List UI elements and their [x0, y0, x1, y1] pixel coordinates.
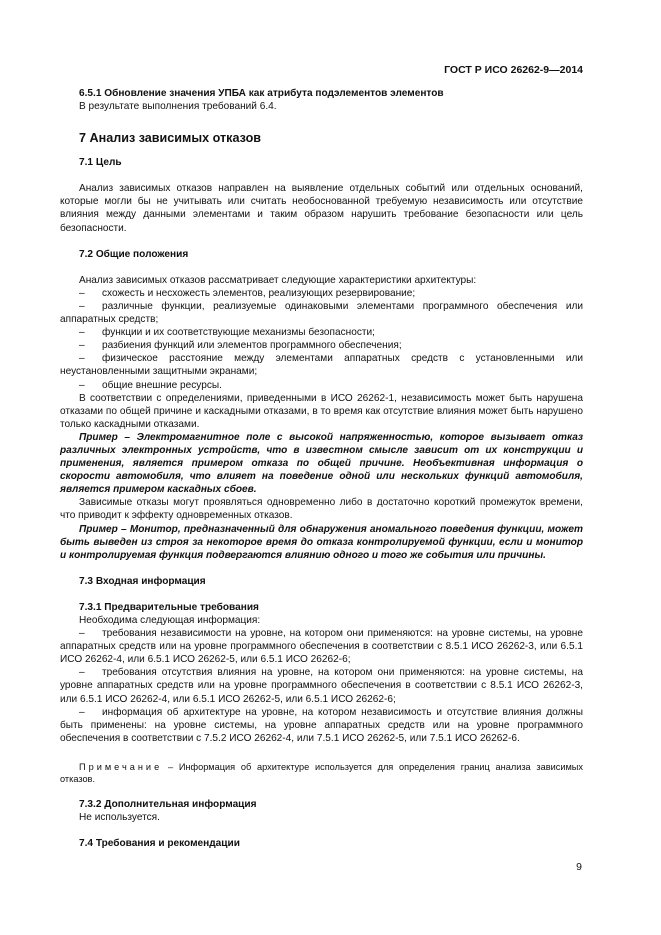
section-7-3-2-text: Не используется.: [79, 812, 160, 824]
section-7-2-title: 7.2 Общие положения: [79, 248, 189, 260]
section-7-title: 7 Анализ зависимых отказов: [79, 131, 262, 146]
list-item: – схожесть и несхожесть элементов, реализующих резервирование;: [79, 287, 416, 299]
note: [60, 761, 583, 785]
section-6-5-1-text: В результате выполнения требований 6.4.: [79, 101, 277, 113]
section-6-5-1-title: 6.5.1 Обновление значения УПБА как атрибута подэлементов элементов: [79, 88, 444, 99]
note-text: – Информация об архитектуре используется для определения границ анализа зависимых отказов.: [60, 761, 583, 784]
section-7-3-1-intro: Необходима следующая информация:: [79, 615, 261, 626]
section-7-2-paragraph-3: Зависимые отказы могут проявляться одновременно либо в достаточно короткий промежуток времени, что приводит к эффекту одновременных отказов.: [60, 497, 583, 522]
section-7-3-1-title: 7.3.1 Предварительные требования: [79, 601, 259, 613]
section-7-2-intro: Анализ зависимых отказов рассматривает следующие характеристики архитектуры:: [79, 274, 477, 286]
note-label: Примечание: [79, 761, 163, 772]
section-7-1-text: Анализ зависимых отказов направлен на выявление отдельных событий или отдельных оснований, которые могли бы не учитывать или считать необоснованной требуемую независимость или отсутствие влияния между данными элементами и таким образом нарушить требование безопасности или цель безопасности.: [60, 183, 583, 234]
page-content: [60, 87, 583, 850]
example-1: Пример – Электромагнитное поле с высокой напряженностью, которое вызывает отказ различных электронных устройств, что в известном смысле зависит от их конструкции и применения, является примером отказа по общей причине. Необъективная информация о скорости автомобиля, что влияет на поведение одной или нескольких функций автомобиля, является примером каскадных сбоев.: [60, 431, 583, 496]
page-number: 9: [576, 861, 582, 873]
list-item: – требования независимости на уровне, на котором они применяются: на уровне системы, на уровне аппаратных средств или на уровне программного обеспечения в соответствии с 8.5.1 ИСО 26262-3, или 6.5.1 ИСО 26262-4, или 6.5.1 ИСО 26262-5, или 6.5.1 ИСО 26262-6;: [60, 628, 583, 666]
section-7-2-paragraph-2: В соответствии с определениями, приведенными в ИСО 26262-1, независимость может быть нарушена отказами по общей причине и каскадными отказами, в то время как отсутствие влияния может быть нарушено только каскадными отказами.: [60, 392, 583, 430]
list-item: – различные функции, реализуемые одинаковыми элементами программного обеспечения или аппаратных средств;: [60, 300, 583, 326]
section-7-3-2-title: 7.3.2 Дополнительная информация: [79, 798, 257, 810]
section-7-4-title: 7.4 Требования и рекомендации: [79, 838, 240, 850]
list-item: – требования отсутствия влияния на уровне, на котором они применяются: на уровне системы, на уровне аппаратных средств или на уровне программного обеспечения в соответствии с 8.5.1 ИСО 26262-3, или 6.5.1 ИСО 26262-4, или 6.5.1 ИСО 26262-5, или 6.5.1 ИСО 26262-6;: [60, 667, 583, 705]
section-7-3-title: 7.3 Входная информация: [79, 575, 206, 587]
standard-header: ГОСТ Р ИСО 26262-9—2014: [444, 64, 583, 76]
example-2: Пример – Монитор, предназначенный для обнаружения аномального поведения функции, может быть выведен из строя за некоторое время до отказа контролируемой функции, если и монитор и контролируемая функция подвергаются влиянию одного и того же события или причины.: [60, 523, 583, 561]
list-item: – физическое расстояние между элементами аппаратных средств с установленными или неустановленными защитными экранами;: [60, 353, 583, 378]
list-item: – общие внешние ресурсы.: [79, 379, 222, 391]
list-item: – функции и их соответствующие механизмы безопасности;: [79, 327, 375, 339]
list-item: – разбиения функций или элементов программного обеспечения;: [79, 340, 402, 352]
list-item: – информация об архитектуре на уровне, на котором независимость и отсутствие влияния должны быть применены: на уровне системы, на уровне аппаратных средств или на уровне программного обеспечения в соответствии с 7.5.2 ИСО 26262-4, или 7.5.1 ИСО 26262-5, или 7.5.1 ИСО 26262-6.: [60, 706, 583, 744]
section-7-1-title: 7.1 Цель: [79, 157, 122, 169]
